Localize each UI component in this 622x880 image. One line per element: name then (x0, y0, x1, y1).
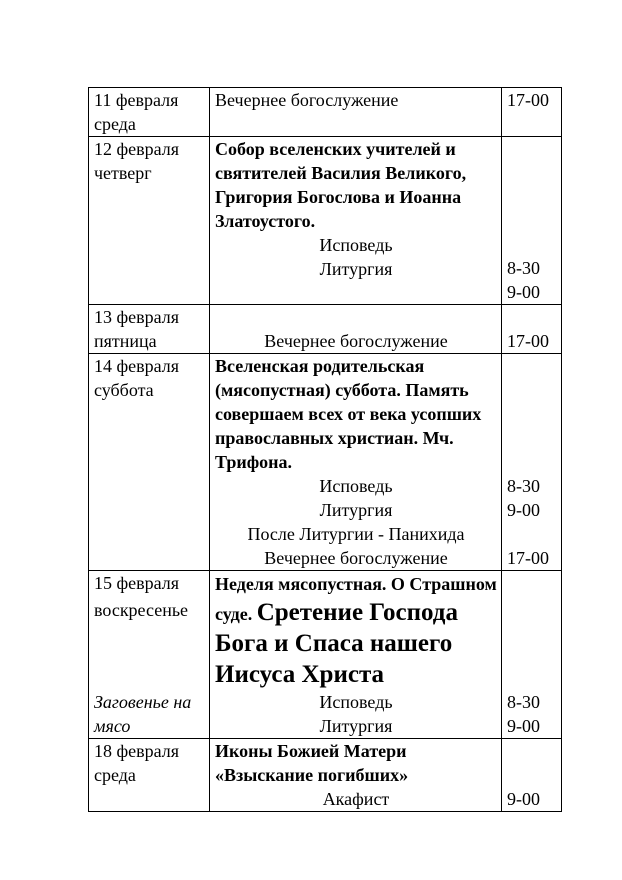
event-cell (210, 305, 502, 354)
event-cell (210, 571, 502, 739)
feast-title (215, 571, 497, 690)
fasting-note (94, 690, 191, 738)
service-name: Вечернее богослужение (264, 331, 448, 351)
service-time (507, 522, 557, 546)
service-time: 8-30 (507, 258, 540, 278)
weekday-label: воскресенье (94, 600, 189, 620)
weekday-label: среда (94, 114, 136, 134)
service-time: 17-00 (507, 90, 549, 110)
sunday-title: Неделя мясопустная. О Страшном суде. (215, 574, 497, 624)
service-time: 9-00 (507, 789, 540, 809)
service-name: Исповедь (319, 692, 393, 712)
time-cell (502, 137, 562, 305)
table-row (89, 137, 562, 305)
weekday-label: суббота (94, 380, 154, 400)
schedule-table (88, 87, 562, 812)
time-cell (502, 88, 562, 137)
feast-title: Вселенская родительская (мясопустная) суббота. Память совершаем всех от века усопших православных христиан. Мч. Трифона. (215, 356, 482, 472)
date-label: 15 февраля (94, 573, 180, 593)
service-time: 8-30 (507, 692, 540, 712)
date-label: 12 февраля (94, 139, 180, 159)
date-cell (89, 354, 210, 571)
date-label: 14 февраля (94, 356, 180, 376)
event-cell (210, 739, 502, 812)
service-time: 17-00 (507, 331, 549, 351)
date-cell (89, 137, 210, 305)
table-row (89, 305, 562, 354)
weekday-label: пятница (94, 331, 157, 351)
service-time: 9-00 (507, 282, 540, 302)
table-row (89, 571, 562, 739)
date-cell (89, 739, 210, 812)
service-name: Исповедь (319, 235, 393, 255)
date-label: 13 февраля (94, 307, 180, 327)
table-row (89, 354, 562, 571)
feast-title: Иконы Божией Матери «Взыскание погибших» (215, 741, 409, 785)
service-name: Литургия (319, 716, 393, 736)
service-time: 9-00 (507, 716, 540, 736)
event-cell (210, 354, 502, 571)
date-label: 18 февраля (94, 741, 180, 761)
event-cell (210, 88, 502, 137)
service-name: Исповедь (319, 476, 393, 496)
time-cell (502, 739, 562, 812)
weekday-label: среда (94, 765, 136, 785)
date-label: 11 февраля (94, 90, 179, 110)
service-name: Литургия (319, 500, 393, 520)
date-cell (89, 305, 210, 354)
service-time: 17-00 (507, 548, 549, 568)
fasting-note-line: Заговенье на (94, 692, 192, 712)
event-cell (210, 137, 502, 305)
table-row (89, 739, 562, 812)
presentation-title: Сретение Господа Бога и Спаса нашего Иисуса Христа (215, 599, 458, 688)
time-cell (502, 305, 562, 354)
service-time: 9-00 (507, 500, 540, 520)
service-name: Акафист (322, 789, 390, 809)
time-cell (502, 571, 562, 739)
service-name: Литургия (319, 259, 393, 279)
service-time: 8-30 (507, 476, 540, 496)
feast-title: Собор вселенских учителей и святителей Василия Великого, Григория Богослова и Иоанна Златоустого. (215, 139, 467, 231)
fasting-note-line: мясо (94, 716, 131, 736)
service-name: После Литургии - Панихида (247, 524, 465, 544)
weekday-label: четверг (94, 163, 152, 183)
table-row (89, 88, 562, 137)
service-name: Вечернее богослужение (215, 90, 399, 110)
service-name: Вечернее богослужение (264, 548, 448, 568)
date-cell (89, 571, 210, 739)
date-cell (89, 88, 210, 137)
time-cell (502, 354, 562, 571)
